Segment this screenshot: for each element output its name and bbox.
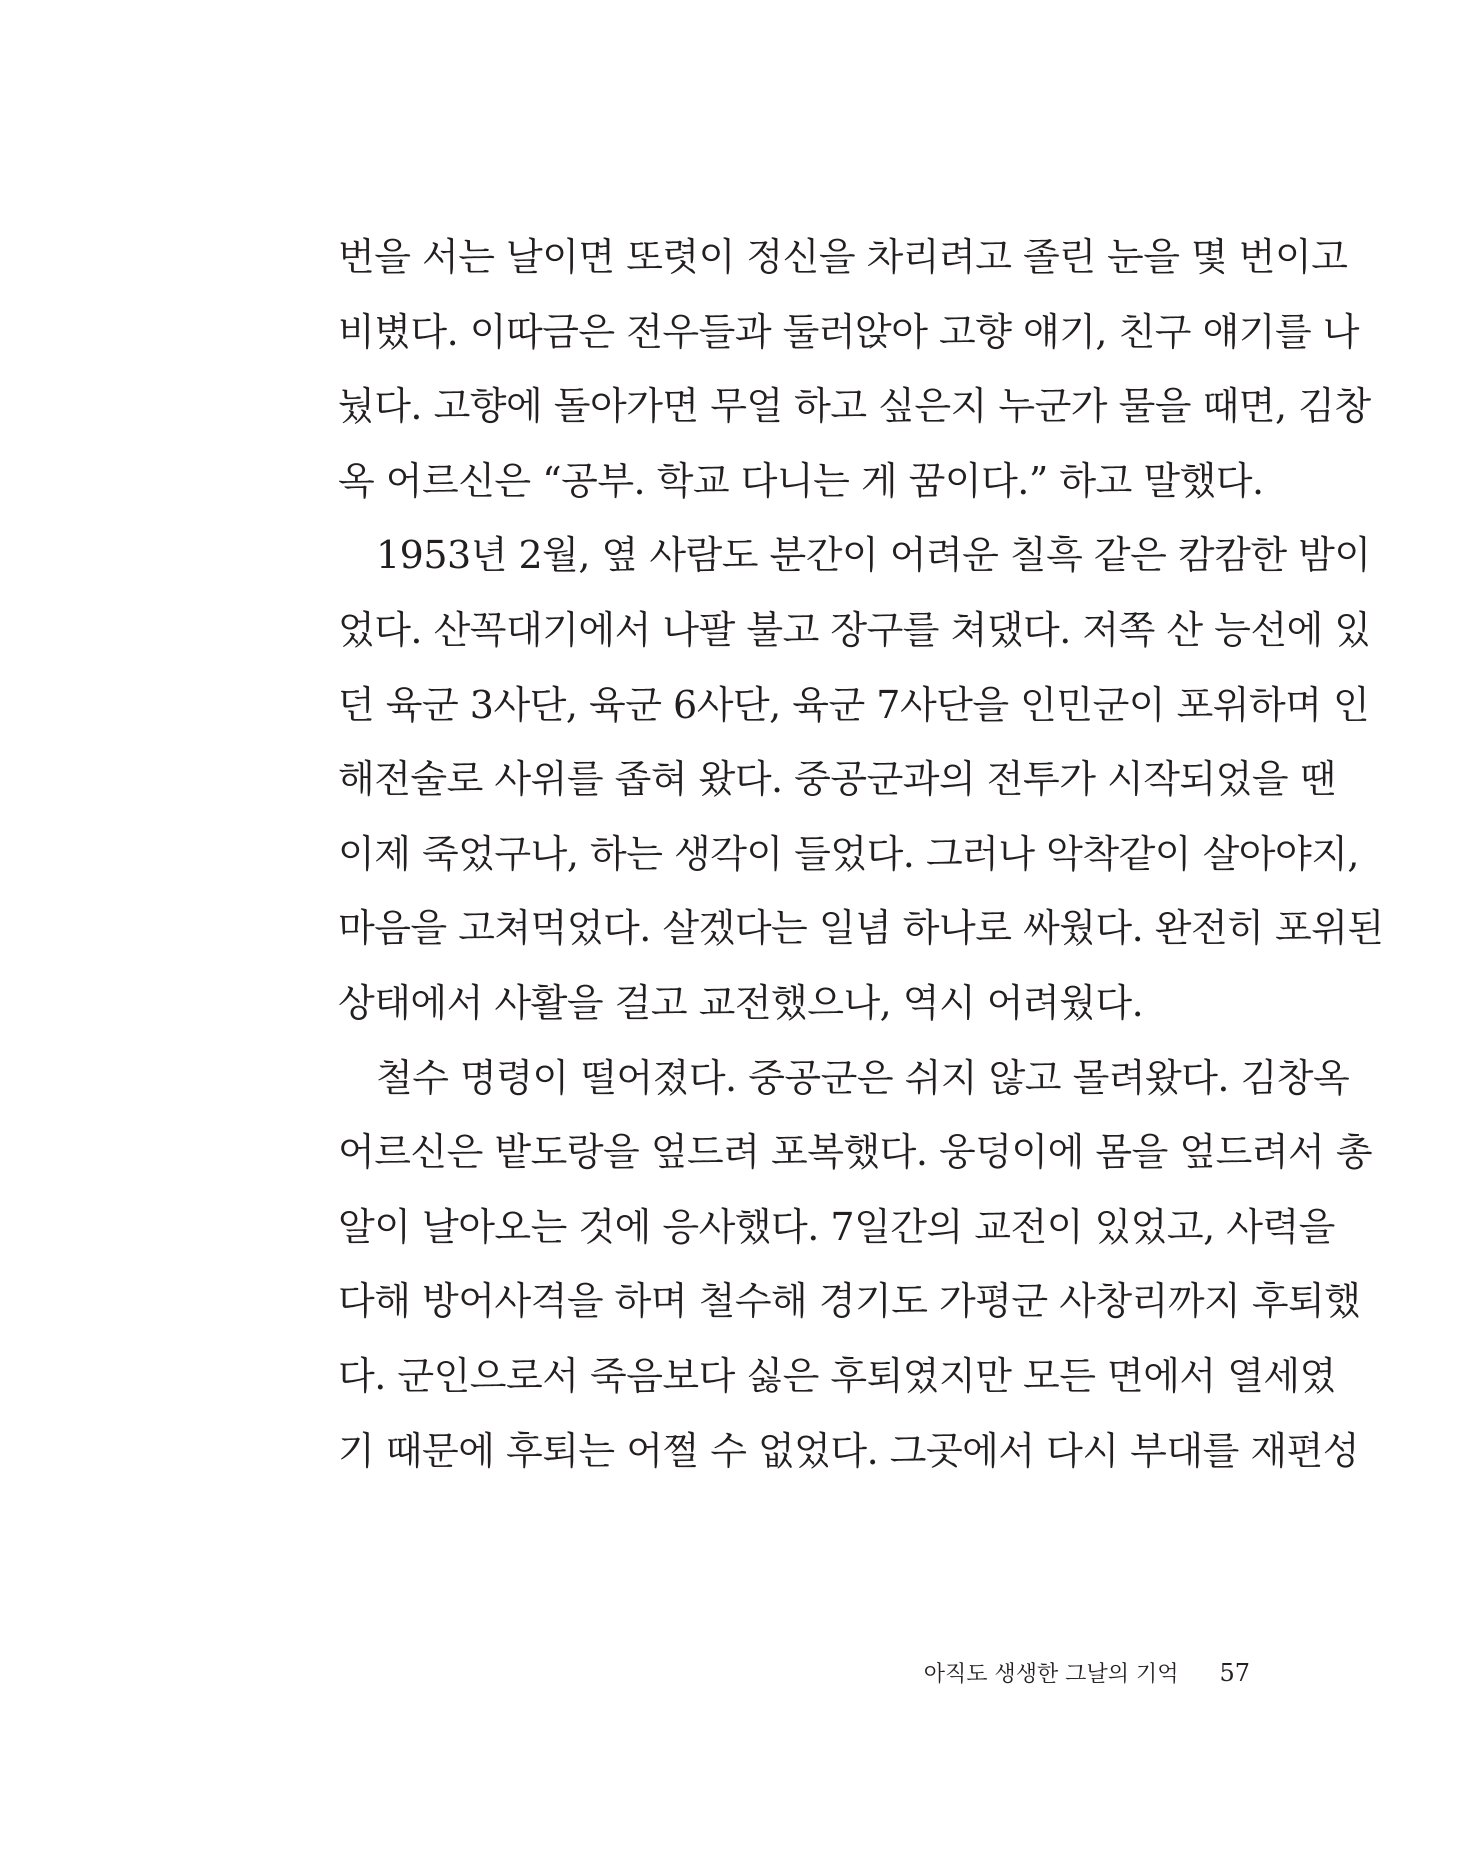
text-line: 번을 서는 날이면 또렷이 정신을 차리려고 졸린 눈을 몇 번이고: [338, 235, 1348, 279]
running-title: 아직도 생생한 그날의 기억: [923, 1662, 1179, 1687]
text-line: 눴다. 고향에 돌아가면 무얼 하고 싶은지 누군가 물을 때면, 김창: [338, 384, 1371, 429]
text-line: 마음을 고쳐먹었다. 살겠다는 일념 하나로 싸웠다. 완전히 포위된: [338, 906, 1384, 951]
text-line: 알이 날아오는 것에 응사했다. 7일간의 교전이 있었고, 사력을: [338, 1204, 1335, 1249]
text-line: 어르신은 밭도랑을 엎드려 포복했다. 웅덩이에 몸을 엎드려서 총: [338, 1130, 1373, 1175]
text-line: 이제 죽었구나, 하는 생각이 들었다. 그러나 악착같이 살아야지,: [338, 831, 1359, 876]
page-number: 57: [1219, 1659, 1250, 1687]
text-line: 비볐다. 이따금은 전우들과 둘러앉아 고향 얘기, 친구 얘기를 나: [338, 309, 1359, 354]
text-line: 었다. 산꼭대기에서 나팔 불고 장구를 쳐댔다. 저쪽 산 능선에 있: [338, 607, 1371, 652]
text-line: 다. 군인으로서 죽음보다 싫은 후퇴였지만 모든 면에서 열세였: [338, 1353, 1336, 1398]
text-line: 해전술로 사위를 좁혀 왔다. 중공군과의 전투가 시작되었을 땐: [338, 757, 1336, 802]
text-line: 상태에서 사활을 걸고 교전했으나, 역시 어려웠다.: [338, 980, 1144, 1025]
text-line: 다해 방어사격을 하며 철수해 경기도 가평군 사창리까지 후퇴했: [338, 1279, 1361, 1324]
text-line: 1953년 2월, 옆 사람도 분간이 어려운 칠흑 같은 캄캄한 밤이: [376, 533, 1371, 578]
body-text: [338, 220, 1384, 1488]
text-line: 철수 명령이 떨어졌다. 중공군은 쉬지 않고 몰려왔다. 김창옥: [376, 1055, 1350, 1100]
page-footer: [924, 1658, 1250, 1690]
text-line: 옥 어르신은 “공부. 학교 다니는 게 꿈이다.” 하고 말했다.: [338, 458, 1264, 503]
text-line: 기 때문에 후퇴는 어쩔 수 없었다. 그곳에서 다시 부대를 재편성: [338, 1428, 1359, 1473]
text-line: 던 육군 3사단, 육군 6사단, 육군 7사단을 인민군이 포위하며 인: [338, 682, 1370, 727]
